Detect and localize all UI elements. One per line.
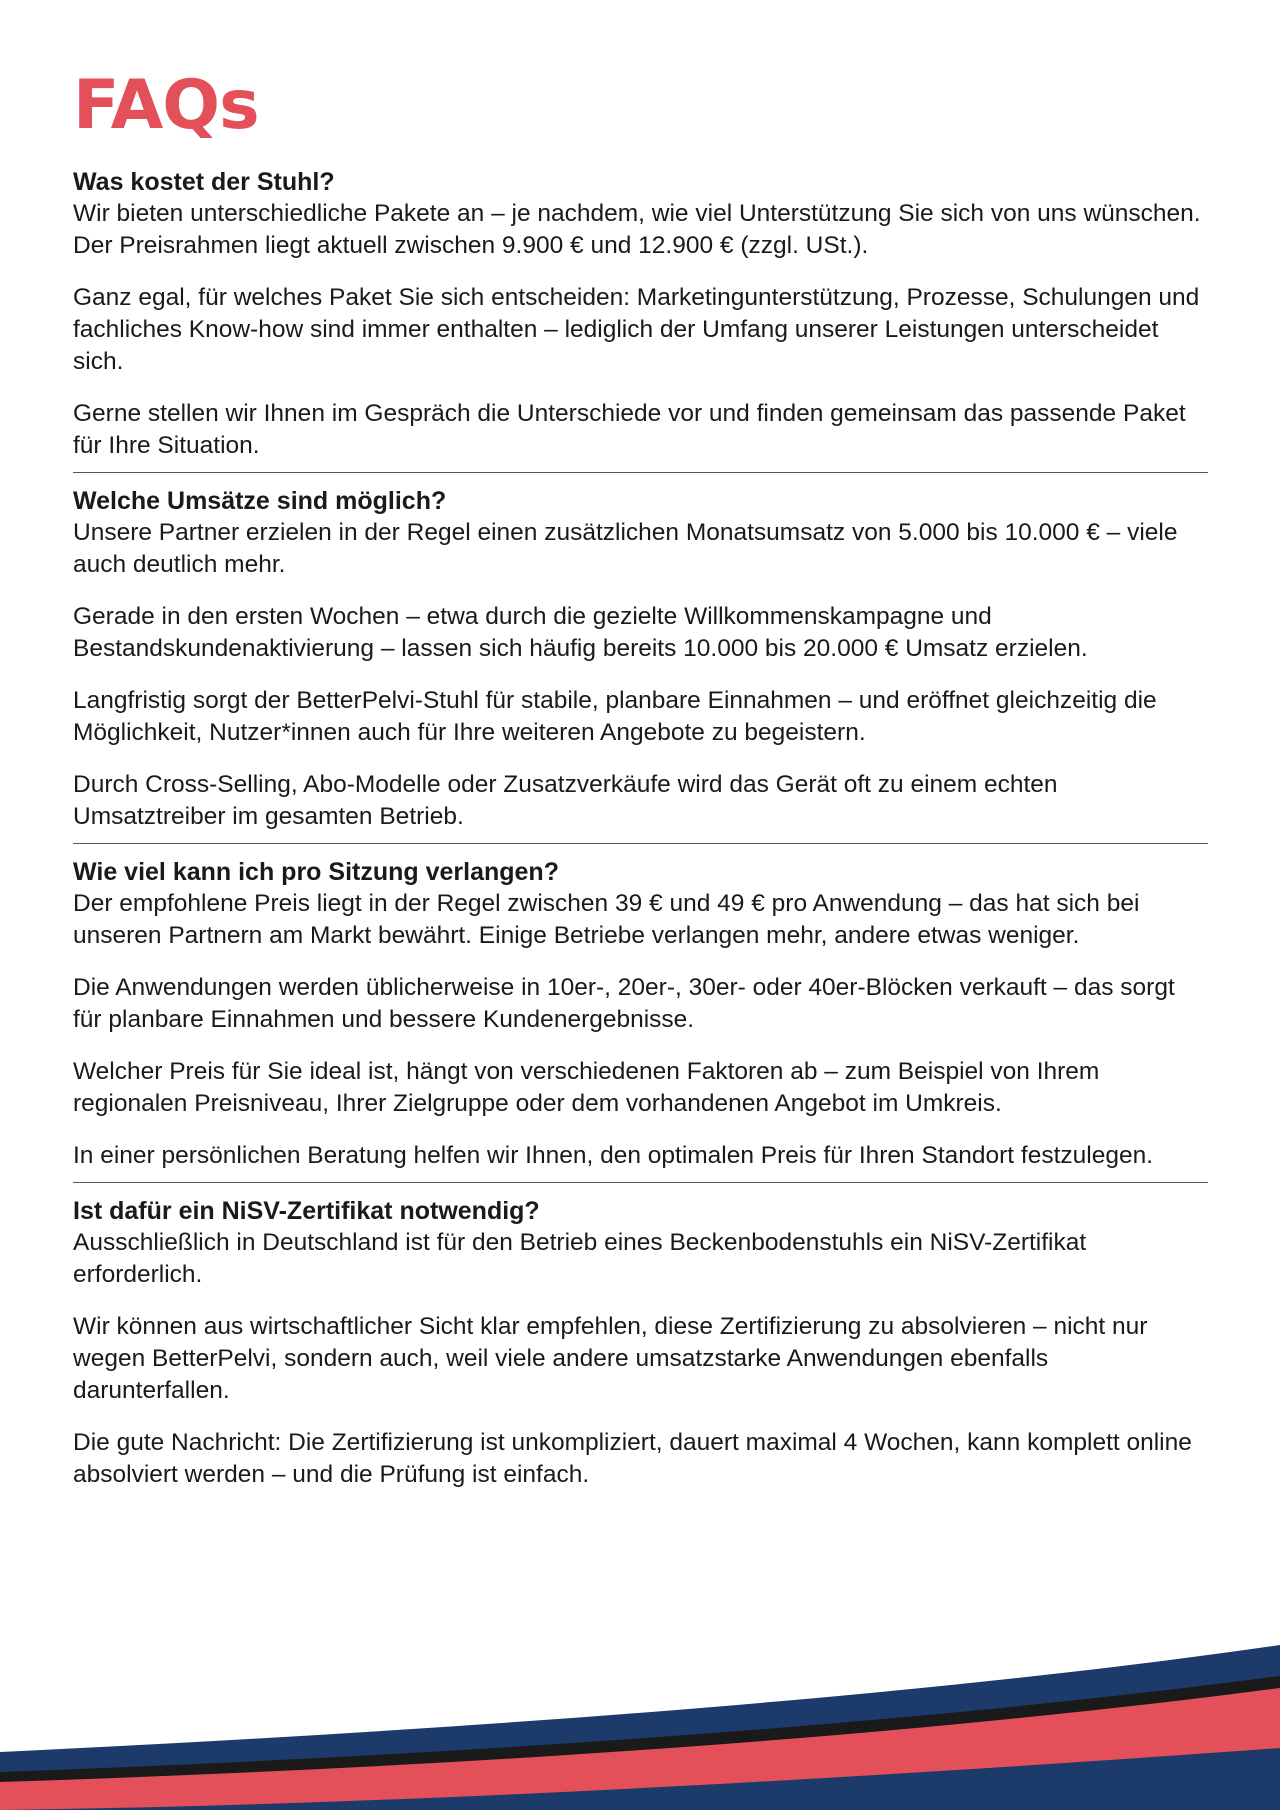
faq-paragraph: Die gute Nachricht: Die Zertifizierung ist unkompliziert, dauert maximal 4 Wochen, kann komplett online absolviert werden – und die Prüfung ist einfach. [73,1429,1192,1488]
faq-paragraph: Wir bieten unterschiedliche Pakete an – je nachdem, wie viel Unterstützung Sie sich von uns wünschen. Der Preisrahmen liegt aktuell zwischen 9.900 € und 12.900 € (zzgl. USt.). [73,200,1201,259]
faq-answer [73,517,1208,833]
faq-paragraph: Unsere Partner erzielen in der Regel einen zusätzlichen Monatsumsatz von 5.000 bis 10.000 € – viele auch deutlich mehr. [73,519,1178,578]
faq-question: Wie viel kann ich pro Sitzung verlangen? [73,858,559,886]
faq-paragraph: Der empfohlene Preis liegt in der Regel zwischen 39 € und 49 € pro Anwendung – das hat sich bei unseren Partnern am Markt bewährt. Einige Betriebe verlangen mehr, andere etwas weniger. [73,890,1140,949]
faq-paragraph: Wir können aus wirtschaftlicher Sicht klar empfehlen, diese Zertifizierung zu absolvieren – nicht nur wegen BetterPelvi, sondern auch, weil viele andere umsatzstarke Anwendungen ebenfalls darunterfallen. [73,1313,1148,1404]
faq-answer [73,1227,1208,1491]
faq-paragraph: Langfristig sorgt der BetterPelvi-Stuhl für stabile, planbare Einnahmen – und eröffnet gleichzeitig die Möglichkeit, Nutzer*innen auch für Ihre weiteren Angebote zu begeistern. [73,687,1157,746]
faq-question: Was kostet der Stuhl? [73,168,335,196]
faq-answer [73,198,1208,462]
faq-item-revenue [73,472,1208,843]
faq-question: Ist dafür ein NiSV-Zertifikat notwendig? [73,1197,540,1225]
faq-item-certificate [73,1182,1208,1501]
faq-page [73,66,1208,1501]
faq-paragraph: Gerne stellen wir Ihnen im Gespräch die Unterschiede vor und finden gemeinsam das passende Paket für Ihre Situation. [73,400,1186,459]
page-title: FAQs [73,66,259,145]
faq-paragraph: Ganz egal, für welches Paket Sie sich entscheiden: Marketingunterstützung, Prozesse, Schulungen und fachliches Know-how sind immer enthalten – lediglich der Umfang unserer Leistungen unterscheidet sich. [73,284,1200,375]
faq-paragraph: Durch Cross-Selling, Abo-Modelle oder Zusatzverkäufe wird das Gerät oft zu einem echten Umsatztreiber im gesamten Betrieb. [73,771,1058,830]
faq-paragraph: Gerade in den ersten Wochen – etwa durch die gezielte Willkommenskampagne und Bestandskundenaktivierung – lassen sich häufig bereits 10.000 bis 20.000 € Umsatz erzielen. [73,603,1088,662]
faq-paragraph: Die Anwendungen werden üblicherweise in 10er-, 20er-, 30er- oder 40er-Blöcken verkauft – das sorgt für planbare Einnahmen und bessere Kundenergebnisse. [73,974,1175,1033]
faq-question: Welche Umsätze sind möglich? [73,487,447,515]
footer-wave-decoration [0,1640,1280,1810]
faq-paragraph: In einer persönlichen Beratung helfen wir Ihnen, den optimalen Preis für Ihren Standort festzulegen. [73,1142,1154,1169]
faq-item-session-price [73,843,1208,1182]
faq-answer [73,888,1208,1172]
faq-item-cost [73,166,1208,472]
faq-paragraph: Welcher Preis für Sie ideal ist, hängt von verschiedenen Faktoren ab – zum Beispiel von Ihrem regionalen Preisniveau, Ihrer Zielgruppe oder dem vorhandenen Angebot im Umkreis. [73,1058,1100,1117]
faq-paragraph: Ausschließlich in Deutschland ist für den Betrieb eines Beckenbodenstuhls ein NiSV-Zertifikat erforderlich. [73,1229,1087,1288]
